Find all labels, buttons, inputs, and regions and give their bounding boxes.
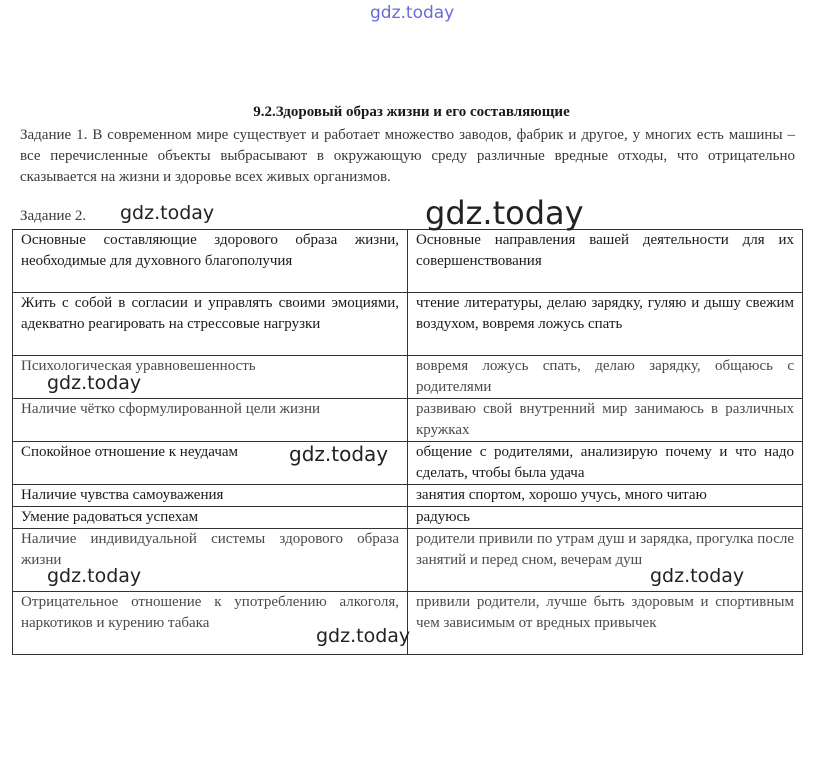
table-header-cell: Основные составляющие здорового образа жизни, необходимые для духовного благополучия bbox=[13, 230, 408, 293]
table-row bbox=[13, 399, 803, 442]
table-cell: Жить с собой в согласии и управлять своими эмоциями, адекватно реагировать на стрессовые нагрузки bbox=[13, 293, 408, 356]
table-cell: Психологическая уравновешенность bbox=[13, 356, 408, 399]
watermark: gdz.today bbox=[425, 194, 584, 232]
table-cell: Наличие чувства самоуважения bbox=[13, 485, 408, 507]
table-cell: Отрицательное отношение к употреблению алкоголя, наркотиков и курению табака bbox=[13, 592, 408, 655]
task2-label: Задание 2. bbox=[20, 208, 87, 224]
watermark: gdz.today bbox=[289, 442, 389, 466]
table-row bbox=[13, 507, 803, 529]
table-cell: радуюсь bbox=[408, 507, 803, 529]
watermark: gdz.today bbox=[47, 372, 142, 394]
table-cell: общение с родителями, анализирую почему и что надо сделать, чтобы была удача bbox=[408, 442, 803, 485]
watermark-top: gdz.today bbox=[370, 3, 455, 23]
watermark: gdz.today bbox=[316, 625, 411, 647]
table-cell: родители привили по утрам душ и зарядка, прогулка после занятий и перед сном, вечерам душ bbox=[408, 529, 803, 592]
table-header-row bbox=[13, 230, 803, 293]
watermark: gdz.today bbox=[650, 565, 745, 587]
table-cell: чтение литературы, делаю зарядку, гуляю и дышу свежим воздухом, вовремя ложусь спать bbox=[408, 293, 803, 356]
table-cell: Умение радоваться успехам bbox=[13, 507, 408, 529]
table-row bbox=[13, 293, 803, 356]
page-title: 9.2.Здоровый образ жизни и его составляющие bbox=[253, 104, 570, 120]
watermark: gdz.today bbox=[47, 565, 142, 587]
watermark: gdz.today bbox=[120, 202, 215, 224]
table-row bbox=[13, 442, 803, 485]
table-cell: Спокойное отношение к неудачам bbox=[13, 442, 408, 485]
table-header-cell: Основные направления вашей деятельности для их совершенствования bbox=[408, 230, 803, 293]
task1-text: Задание 1. В современном мире существует и работает множество заводов, фабрик и другое, у многих есть машины – все перечисленные объекты выбрасывают в окружающую среду различные вредные отходы, что отрицательно сказывается на жизни и здоровье всех живых организмов. bbox=[20, 127, 795, 185]
table-cell: вовремя ложусь спать, делаю зарядку, общаюсь с родителями bbox=[408, 356, 803, 399]
table-cell: привили родители, лучше быть здоровым и спортивным чем зависимым от вредных привычек bbox=[408, 592, 803, 655]
components-table bbox=[12, 229, 803, 655]
table-cell: развиваю свой внутренний мир занимаюсь в различных кружках bbox=[408, 399, 803, 442]
table-row bbox=[13, 485, 803, 507]
table-cell: Наличие индивидуальной системы здорового образа жизни bbox=[13, 529, 408, 592]
table-cell: Наличие чётко сформулированной цели жизни bbox=[13, 399, 408, 442]
table-cell: занятия спортом, хорошо учусь, много читаю bbox=[408, 485, 803, 507]
